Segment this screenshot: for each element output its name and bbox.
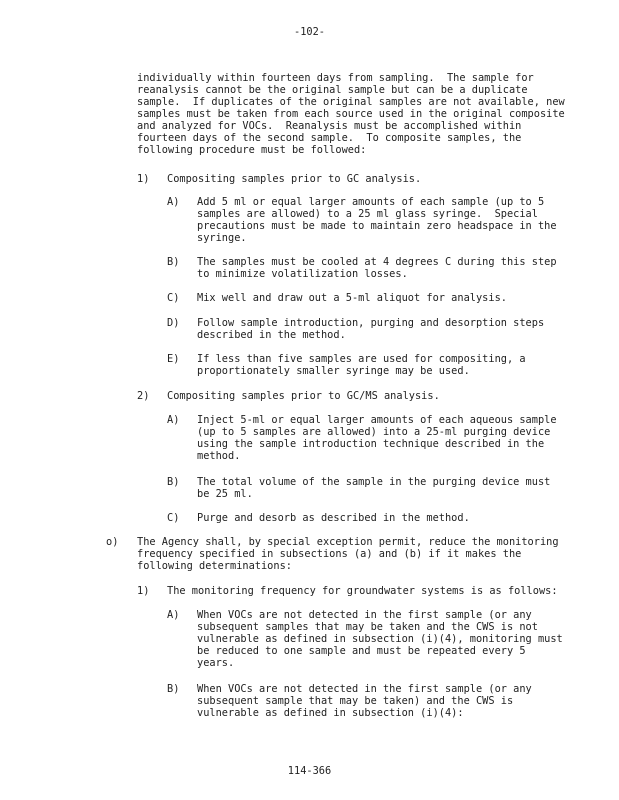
text-line: frequency specified in subsections (a) and (b) if it makes the (137, 548, 522, 560)
item-heading: Compositing samples prior to GC/MS analysis. (167, 390, 440, 402)
text-line: The Agency shall, by special exception permit, reduce the monitoring (137, 536, 559, 548)
subitem-label: A) (167, 196, 180, 208)
text-line: Mix well and draw out a 5-ml aliquot for analysis. (197, 292, 507, 304)
subitem-label: B) (167, 683, 180, 695)
subitem-label: E) (167, 353, 180, 365)
text-line: samples must be taken from each source used in the original composite (137, 108, 565, 120)
section-label: o) (106, 536, 119, 548)
text-line: When VOCs are not detected in the first sample (or any (197, 609, 532, 621)
text-line: described in the method. (197, 329, 346, 341)
item-label: 1) (137, 585, 150, 597)
text-line: Add 5 ml or equal larger amounts of each sample (up to 5 (197, 196, 545, 208)
text-line: to minimize volatilization losses. (197, 268, 408, 280)
text-line: precautions must be made to maintain zero headspace in the (197, 220, 557, 232)
text-line: method. (197, 450, 241, 462)
item-heading: Compositing samples prior to GC analysis. (167, 173, 422, 185)
text-line: using the sample introduction technique described in the (197, 438, 545, 450)
text-line: individually within fourteen days from sampling. The sample for (137, 72, 534, 84)
text-line: The samples must be cooled at 4 degrees C during this step (197, 256, 557, 268)
page-number-top: -102- (294, 26, 325, 38)
subitem-label: B) (167, 476, 180, 488)
text-line: following procedure must be followed: (137, 144, 367, 156)
text-line: following determinations: (137, 560, 292, 572)
text-line: (up to 5 samples are allowed) into a 25-ml purging device (197, 426, 551, 438)
text-line: proportionately smaller syringe may be used. (197, 365, 470, 377)
subitem-label: A) (167, 414, 180, 426)
item-heading: The monitoring frequency for groundwater systems is as follows: (167, 585, 558, 597)
text-line: vulnerable as defined in subsection (i)(4), monitoring must (197, 633, 563, 645)
subitem-label: A) (167, 609, 180, 621)
item-label: 1) (137, 173, 150, 185)
text-line: subsequent samples that may be taken and the CWS is not (197, 621, 538, 633)
item-label: 2) (137, 390, 150, 402)
text-line: years. (197, 657, 235, 669)
page-footer: 114-366 (287, 765, 332, 777)
text-line: be 25 ml. (197, 488, 253, 500)
text-line: Purge and desorb as described in the method. (197, 512, 470, 524)
subitem-label: D) (167, 317, 180, 329)
text-line: and analyzed for VOCs. Reanalysis must be accomplished within (137, 120, 522, 132)
text-line: reanalysis cannot be the original sample but can be a duplicate (137, 84, 528, 96)
text-line: vulnerable as defined in subsection (i)(4): (197, 707, 464, 719)
text-line: syringe. (197, 232, 247, 244)
subitem-label: C) (167, 292, 180, 304)
text-line: When VOCs are not detected in the first sample (or any (197, 683, 532, 695)
subitem-label: C) (167, 512, 180, 524)
text-line: Inject 5-ml or equal larger amounts of each aqueous sample (197, 414, 557, 426)
text-line: sample. If duplicates of the original samples are not available, new (137, 96, 565, 108)
text-line: subsequent sample that may be taken) and the CWS is (197, 695, 514, 707)
subitem-label: B) (167, 256, 180, 268)
text-line: be reduced to one sample and must be repeated every 5 (197, 645, 526, 657)
text-line: The total volume of the sample in the purging device must (197, 476, 551, 488)
text-line: fourteen days of the second sample. To composite samples, the (137, 132, 522, 144)
text-line: Follow sample introduction, purging and desorption steps (197, 317, 545, 329)
text-line: If less than five samples are used for compositing, a (197, 353, 526, 365)
text-line: samples are allowed) to a 25 ml glass syringe. Special (197, 208, 538, 220)
